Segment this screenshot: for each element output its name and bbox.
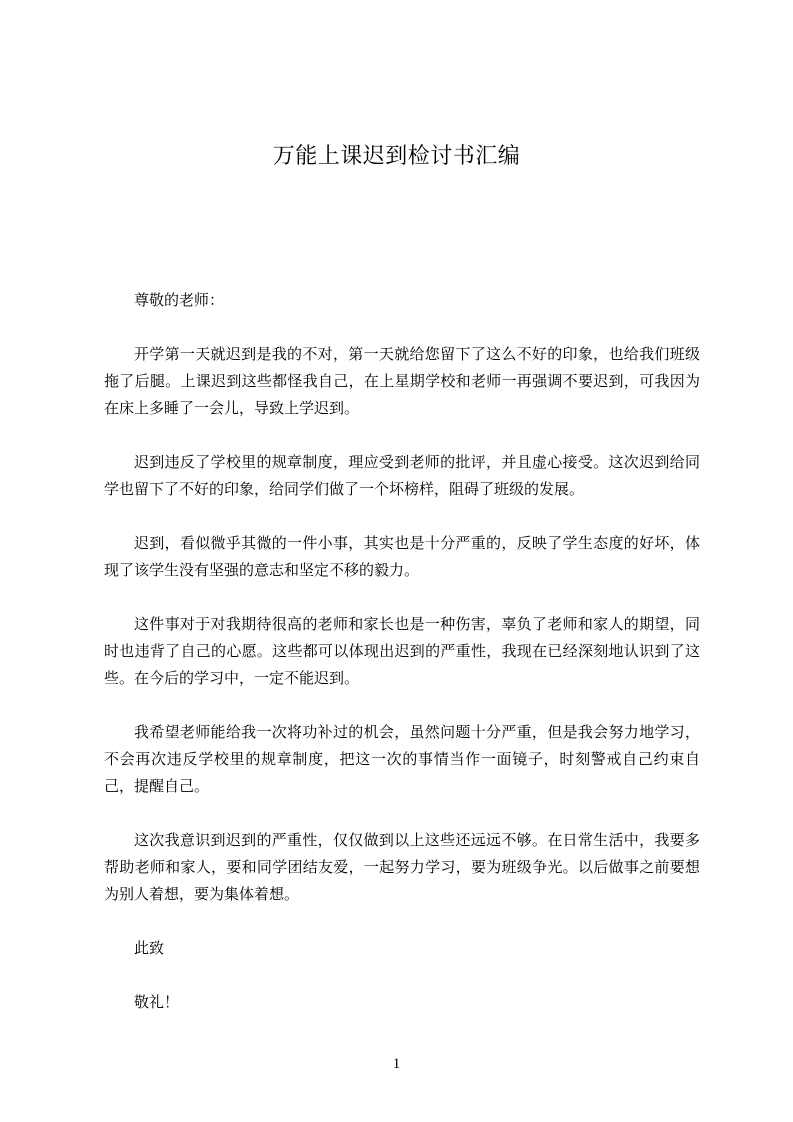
- page-number: 1: [392, 1056, 401, 1072]
- body-paragraph: 我希望老师能给我一次将功补过的机会，虽然问题十分严重，但是我会努力地学习，不会再次违反学校里的规章制度，把这一次的事情当作一面镜子，时刻警戒自己约束自己，提醒自己。: [104, 723, 700, 795]
- document-body: [104, 287, 700, 1016]
- document-title: 万能上课迟到检讨书汇编: [272, 144, 521, 169]
- body-paragraph: 这件事对于对我期待很高的老师和家长也是一种伤害，辜负了老师和家人的期望，同时也违背了自己的心愿。这些都可以体现出迟到的严重性，我现在已经深刻地认识到了这些。在今后的学习中，一定不能迟到。: [104, 615, 700, 687]
- body-paragraph: 迟到违反了学校里的规章制度，理应受到老师的批评，并且虚心接受。这次迟到给同学也留下了不好的印象，给同学们做了一个坏榜样，阻碍了班级的发展。: [104, 453, 700, 498]
- body-paragraph: 开学第一天就迟到是我的不对，第一天就给您留下了这么不好的印象，也给我们班级拖了后腿。上课迟到这些都怪我自己，在上星期学校和老师一再强调不要迟到，可我因为在床上多睡了一会儿，导致上学迟到。: [104, 345, 700, 417]
- salutation: 尊敬的老师：: [134, 291, 225, 309]
- body-paragraph: 这次我意识到迟到的严重性，仅仅做到以上这些还远远不够。在日常生活中，我要多帮助老师和家人，要和同学团结友爱，一起努力学习，要为班级争光。以后做事之前要想为别人着想，要为集体着想。: [104, 831, 700, 903]
- body-paragraph: 迟到，看似微乎其微的一件小事，其实也是十分严重的，反映了学生态度的好坏，体现了该学生没有坚强的意志和坚定不移的毅力。: [104, 534, 700, 579]
- closing-salute: 敬礼！: [134, 993, 180, 1011]
- closing-line: 此致: [134, 939, 165, 957]
